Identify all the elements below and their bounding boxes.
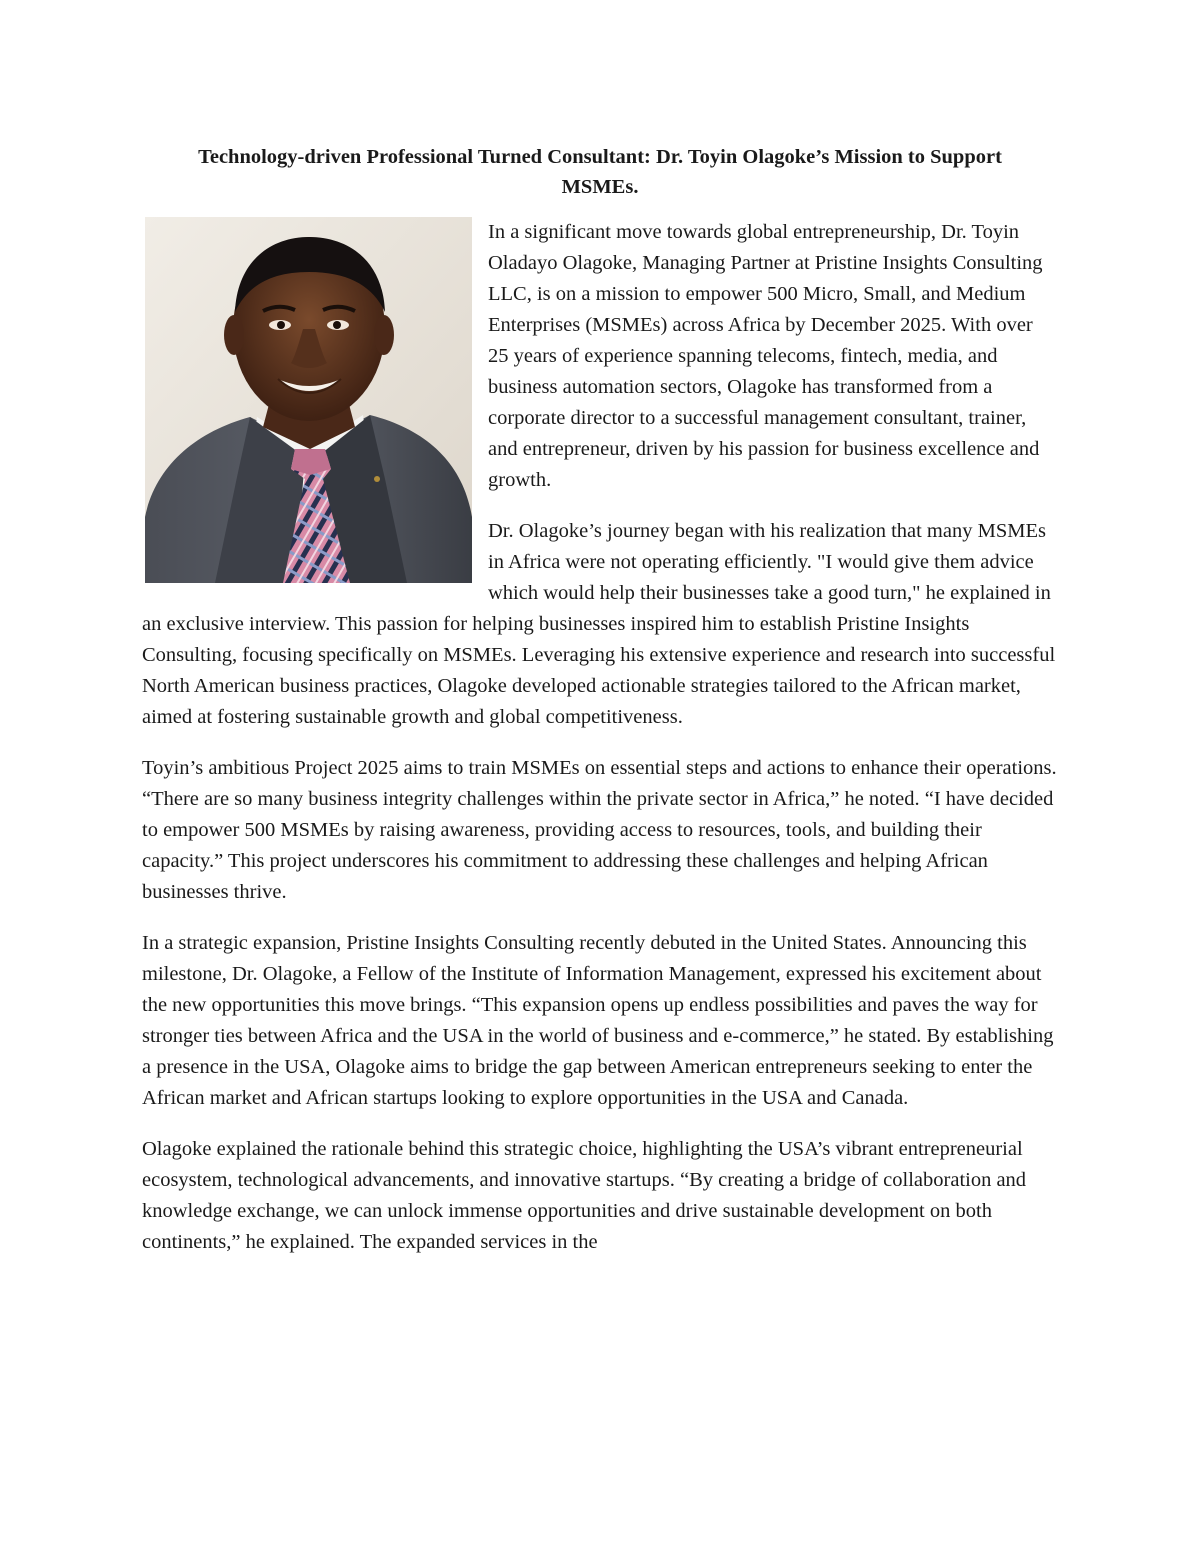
paragraph-2: Dr. Olagoke’s journey began with his realization that many MSMEs in Africa were not operating efficiently. "I would give them advice which would help their businesses take a good turn," he explained in an exclusive interview. This passion for helping businesses inspired him to establish Pristine Insights Consulting, focusing specifically on MSMEs. Leveraging his extensive experience and research into successful North American business practices, Olagoke developed actionable strategies tailored to the African market, aimed at fostering sustainable growth and global competitiveness. [142, 520, 1056, 728]
article-title: Technology-driven Professional Turned Consultant: Dr. Toyin Olagoke’s Mission to Support MSMEs. [198, 146, 1002, 198]
paragraph-4: In a strategic expansion, Pristine Insights Consulting recently debuted in the United States. Announcing this milestone, Dr. Olagoke, a Fellow of the Institute of Information Management, expressed his excitement about the new opportunities this move brings. “This expansion opens up endless possibilities and paves the way for stronger ties between Africa and the USA in the world of business and e-commerce,” he stated. By establishing a presence in the USA, Olagoke aims to bridge the gap between American entrepreneurs seeking to enter the African market and African startups looking to explore opportunities in the USA and Canada. [142, 932, 1054, 1109]
paragraph-3: Toyin’s ambitious Project 2025 aims to train MSMEs on essential steps and actions to enhance their operations. “There are so many business integrity challenges within the private sector in Africa,” he noted. “I have decided to empower 500 MSMEs by raising awareness, providing access to resources, tools, and building their capacity.” This project underscores his commitment to addressing these challenges and helping African businesses thrive. [142, 757, 1057, 903]
portrait-photo [145, 217, 472, 583]
article-body [142, 142, 1058, 1278]
paragraph-5: Olagoke explained the rationale behind this strategic choice, highlighting the USA’s vibrant entrepreneurial ecosystem, technological advancements, and innovative startups. “By creating a bridge of collaboration and knowledge exchange, we can unlock immense opportunities and drive sustainable development on both continents,” he explained. The expanded services in the [142, 1138, 1027, 1253]
paragraph-1: In a significant move towards global entrepreneurship, Dr. Toyin Oladayo Olagoke, Managing Partner at Pristine Insights Consulting LLC, is on a mission to empower 500 Micro, Small, and Medium Enterprises (MSMEs) across Africa by December 2025. With over 25 years of experience spanning telecoms, fintech, media, and business automation sectors, Olagoke has transformed from a corporate director to a successful management consultant, trainer, and entrepreneur, driven by his passion for business excellence and growth. [488, 221, 1043, 491]
